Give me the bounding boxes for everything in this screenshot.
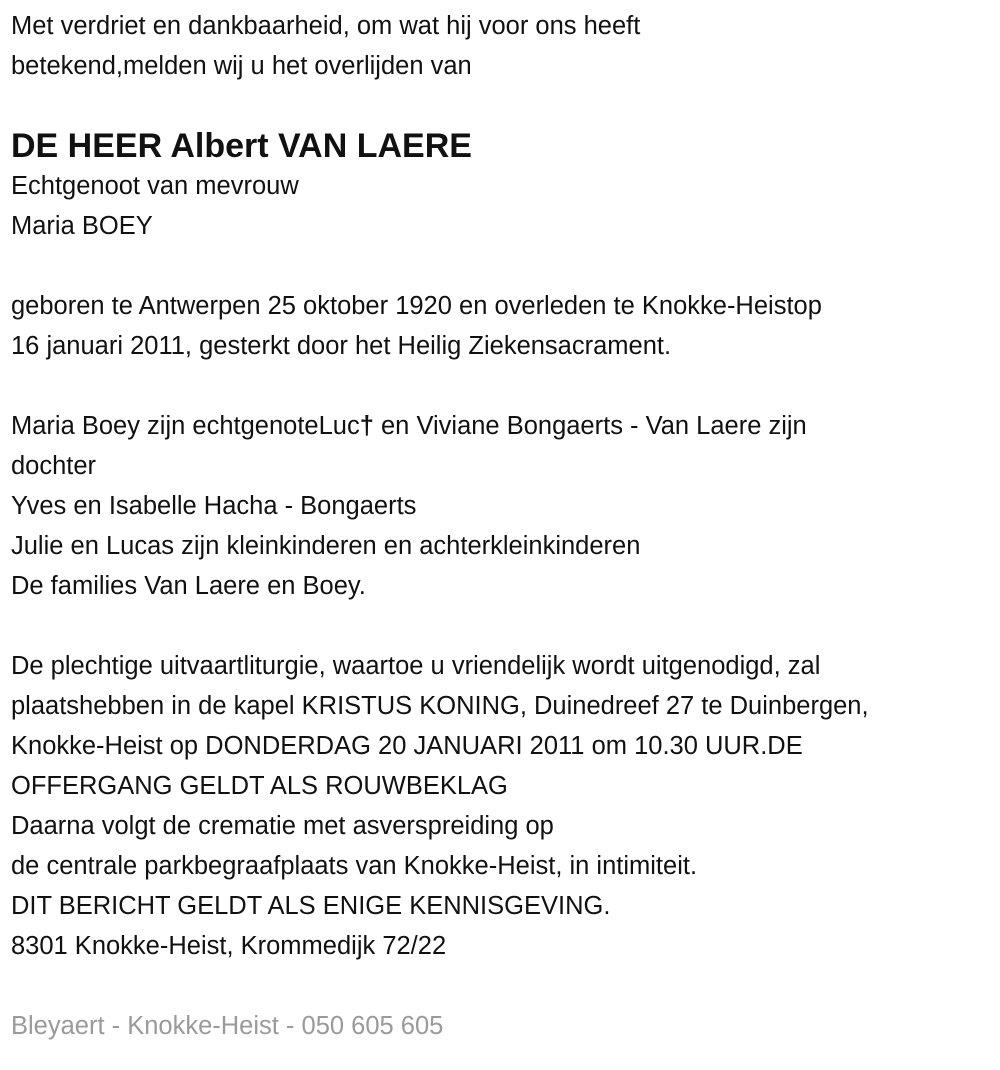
intro-line: betekend,melden wij u het overlijden van [11, 52, 472, 80]
family-text: Maria Boey zijn echtgenoteLuc [11, 412, 360, 440]
ceremony-line: Knokke-Heist op DONDERDAG 20 JANUARI 2011 om 10.30 UUR.DE [11, 732, 803, 760]
birth-death-line: geboren te Antwerpen 25 oktober 1920 en overleden te Knokke-Heistop [11, 292, 822, 320]
cross-icon: † [359, 412, 374, 440]
ceremony-line: OFFERGANG GELDT ALS ROUWBEKLAG [11, 772, 508, 800]
birth-death-line: 16 januari 2011, gesterkt door het Heilig Ziekensacrament. [11, 332, 672, 360]
intro-line: Met verdriet en dankbaarheid, om wat hij voor ons heeft [11, 12, 641, 40]
address-line: 8301 Knokke-Heist, Krommedijk 72/22 [11, 932, 447, 960]
family-line [11, 406, 1000, 446]
family-line: dochter [11, 452, 97, 480]
ceremony-line: DIT BERICHT GELDT ALS ENIGE KENNISGEVING. [11, 892, 611, 920]
family-line: De families Van Laere en Boey. [11, 572, 366, 600]
spouse-line: Maria BOEY [11, 212, 153, 240]
family-line: Julie en Lucas zijn kleinkinderen en achterkleinkinderen [11, 532, 641, 560]
ceremony-line: de centrale parkbegraafplaats van Knokke-Heist, in intimiteit. [11, 852, 698, 880]
ceremony-line: plaatshebben in de kapel KRISTUS KONING, Duinedreef 27 te Duinbergen, [11, 692, 869, 720]
ceremony-line: De plechtige uitvaartliturgie, waartoe u vriendelijk wordt uitgenodigd, zal [11, 652, 821, 680]
ceremony-line: Daarna volgt de crematie met asverspreiding op [11, 812, 554, 840]
deceased-name: DE HEER Albert VAN LAERE [11, 127, 472, 165]
family-line: Yves en Isabelle Hacha - Bongaerts [11, 492, 417, 520]
spouse-line: Echtgenoot van mevrouw [11, 172, 299, 200]
family-text: en Viviane Bongaerts - Van Laere zijn [373, 412, 807, 440]
funeral-home-footer: Bleyaert - Knokke-Heist - 050 605 605 [11, 1012, 444, 1040]
